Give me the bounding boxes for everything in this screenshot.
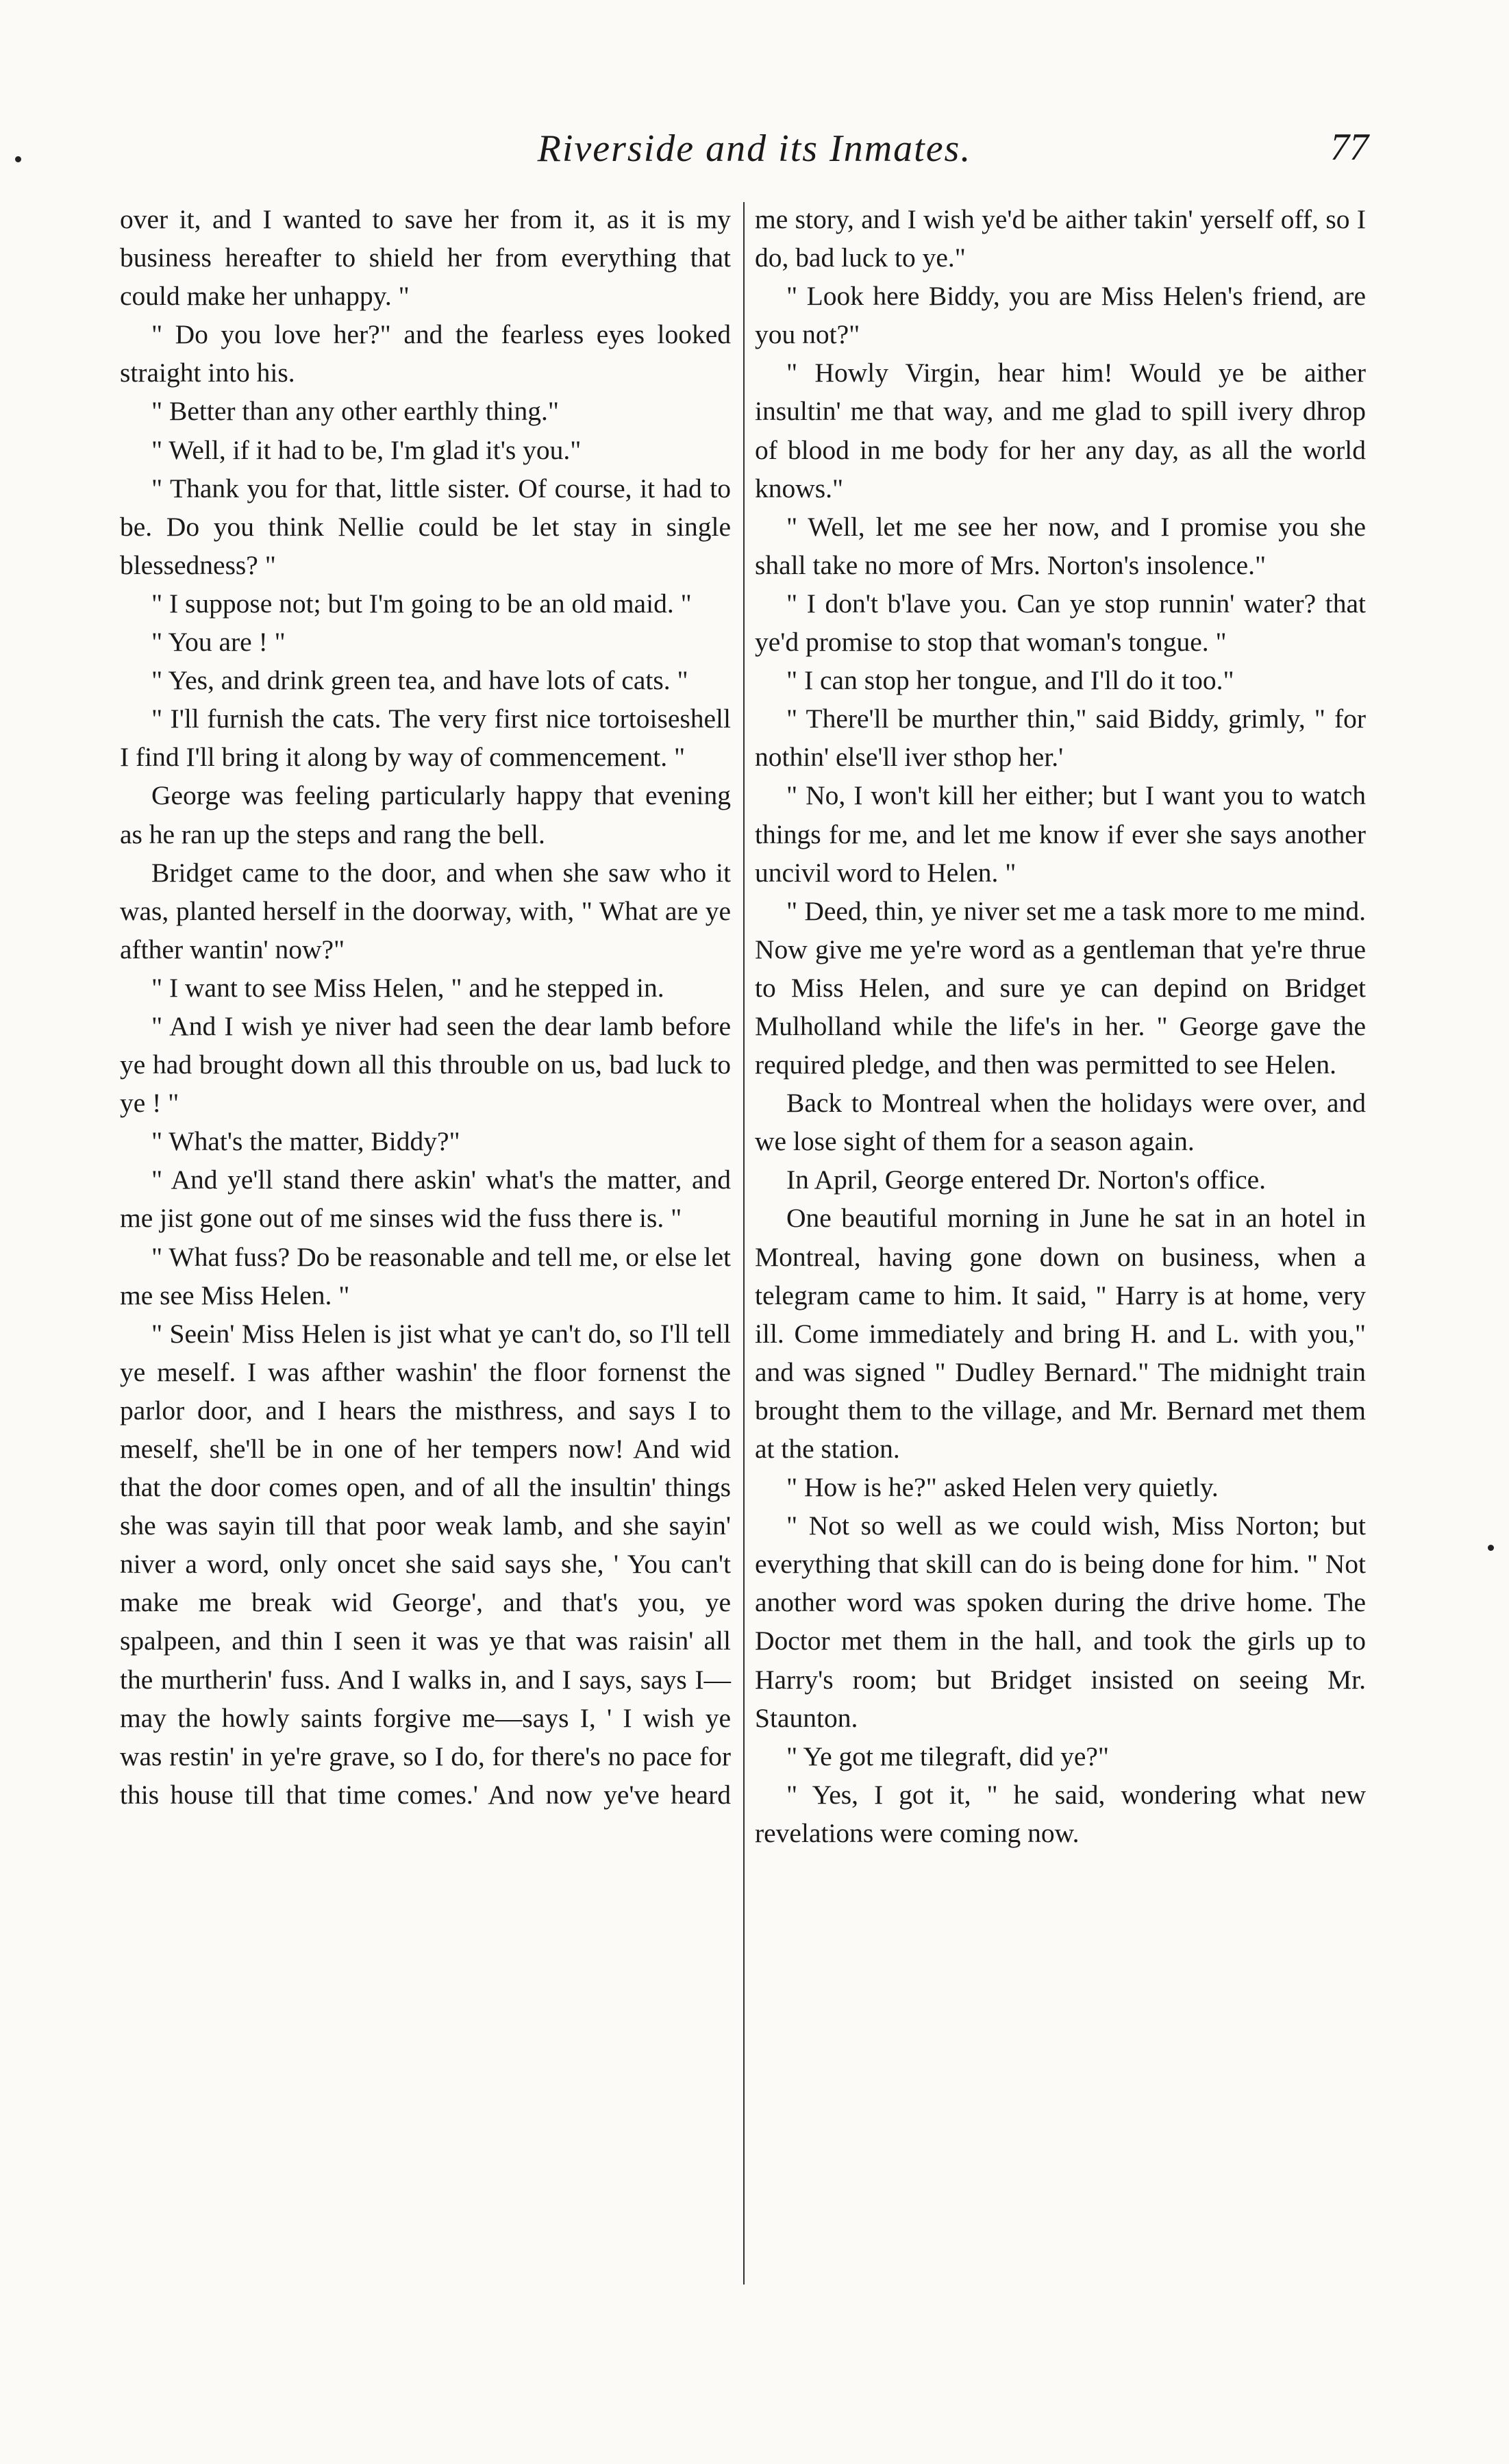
- margin-dot-mark: [15, 156, 21, 162]
- paragraph: George was feeling particularly happy that evening as he ran up the steps and rang the bell.: [120, 780, 731, 849]
- paragraph: " I don't b'lave you. Can ye stop runnin' water? that ye'd promise to stop that woman's tongue. ": [755, 588, 1366, 658]
- paragraph: " Well, if it had to be, I'm glad it's you.": [151, 434, 582, 465]
- paragraph: In April, George entered Dr. Norton's office.: [786, 1165, 1267, 1195]
- paragraph: " What fuss? Do be reasonable and tell me, or else let me see Miss Helen. ": [120, 1241, 731, 1310]
- paragraph: " I'll furnish the cats. The very first nice tortoiseshell I find I'll bring it along by way of commencement. ": [120, 704, 731, 773]
- paragraph: " Howly Virgin, hear him! Would ye be aither insultin' me that way, and me glad to spill ivery dhrop of blood in me body for her any day, as all the world knows.": [755, 358, 1366, 503]
- paragraph: " What's the matter, Biddy?": [151, 1126, 460, 1157]
- column-divider-rule: [743, 202, 745, 2285]
- paragraph: " Do you love her?" and the fearless eyes looked straight into his.: [120, 319, 731, 388]
- paragraph: " Deed, thin, ye niver set me a task more to me mind. Now give me ye're word as a gentleman that ye're thrue to Miss Helen, and sure ye can depind on Bridget Mulholland while the life's in her. " George gave the required pledge, and then was permitted to see Helen.: [755, 895, 1366, 1080]
- running-title: Riverside and its Inmates.: [537, 127, 972, 170]
- paragraph: " Thank you for that, little sister. Of course, it had to be. Do you think Nellie could be let stay in single blessedness? ": [120, 473, 731, 580]
- paragraph: " How is he?" asked Helen very quietly.: [786, 1472, 1219, 1503]
- paragraph: " Seein' Miss Helen is jist what ye can't do, so I'll tell ye meself. I was afther washin' the floor fornenst the parlor door, and I hears the misthress, and says I to meself, she'll be in one of her tempers now! And wid that the door comes open, and of all the insultin' things she was sayin till that poor weak lamb, and she sayin' niver a word, only oncet she said says she, ' You can't make me break wid George', and that's you, ye spalpeen, and thin I seen it was ye that was raisin' all the murtherin' fuss. And I walks in, and I says, says I— may the howly saints forgive me—says I, ' I wish ye was restin' in ye're grave, so I do, for there's no pace for this house till that time comes.' And now ye've heard: [120, 1318, 731, 1810]
- paragraph: me story, and I wish ye'd be aither takin' yerself off, so I do, bad luck to ye.": [755, 204, 1366, 273]
- paragraph: " Yes, and drink green tea, and have lots of cats. ": [151, 665, 688, 696]
- paragraph: " Better than any other earthly thing.": [151, 396, 559, 427]
- page-header: [0, 120, 1509, 182]
- paragraph: " No, I won't kill her either; but I want you to watch things for me, and let me know if ever she says another uncivil word to Helen. ": [755, 780, 1366, 888]
- paragraph: " Well, let me see her now, and I promise you she shall take no more of Mrs. Norton's insolence.": [755, 511, 1366, 580]
- paragraph: " Not so well as we could wish, Miss Norton; but everything that skill can do is being done for him. " Not another word was spoken during the drive home. The Doctor met them in the hall, and took the girls up to Harry's room; but Bridget insisted on seeing Mr. Staunton.: [755, 1510, 1366, 1733]
- paragraph: " There'll be murther thin," said Biddy, grimly, " for nothin' else'll iver sthop her.': [755, 704, 1366, 773]
- paragraph: " And ye'll stand there askin' what's the matter, and me jist gone out of me sinses wid the fuss there is. ": [120, 1165, 731, 1234]
- paragraph: over it, and I wanted to save her from it, as it is my business hereafter to shield her from everything that could make her unhappy. ": [120, 204, 731, 312]
- paragraph: " I can stop her tongue, and I'll do it too.": [786, 665, 1234, 696]
- paragraph: " Yes, I got it, " he said, wondering what new revelations were coming now.: [755, 1779, 1366, 1848]
- page-number: 77: [1330, 126, 1369, 169]
- paragraph: " You are ! ": [151, 627, 286, 658]
- right-text-column: [755, 200, 1366, 1852]
- paragraph: Back to Montreal when the holidays were over, and we lose sight of them for a season again.: [755, 1088, 1366, 1157]
- paragraph: " And I wish ye niver had seen the dear lamb before ye had brought down all this throuble on us, bad luck to ye ! ": [120, 1010, 731, 1119]
- paragraph: " I want to see Miss Helen, " and he stepped in.: [151, 972, 664, 1003]
- paragraph: Bridget came to the door, and when she saw who it was, planted herself in the doorway, with, " What are ye afther wantin' now?": [120, 857, 731, 965]
- paragraph: " I suppose not; but I'm going to be an old maid. ": [151, 588, 692, 619]
- paragraph: One beautiful morning in June he sat in an hotel in Montreal, having gone down on business, when a telegram came to him. It said, " Harry is at home, very ill. Come immediately and bring H. and L. with you," and was signed " Dudley Bernard." The midnight train brought them to the village, and Mr. Bernard met them at the station.: [755, 1203, 1366, 1464]
- paragraph: " Ye got me tilegraft, did ye?": [786, 1741, 1110, 1771]
- left-text-column: [120, 200, 731, 1814]
- margin-dot-mark: [1488, 1545, 1494, 1551]
- paragraph: " Look here Biddy, you are Miss Helen's friend, are you not?": [755, 281, 1366, 350]
